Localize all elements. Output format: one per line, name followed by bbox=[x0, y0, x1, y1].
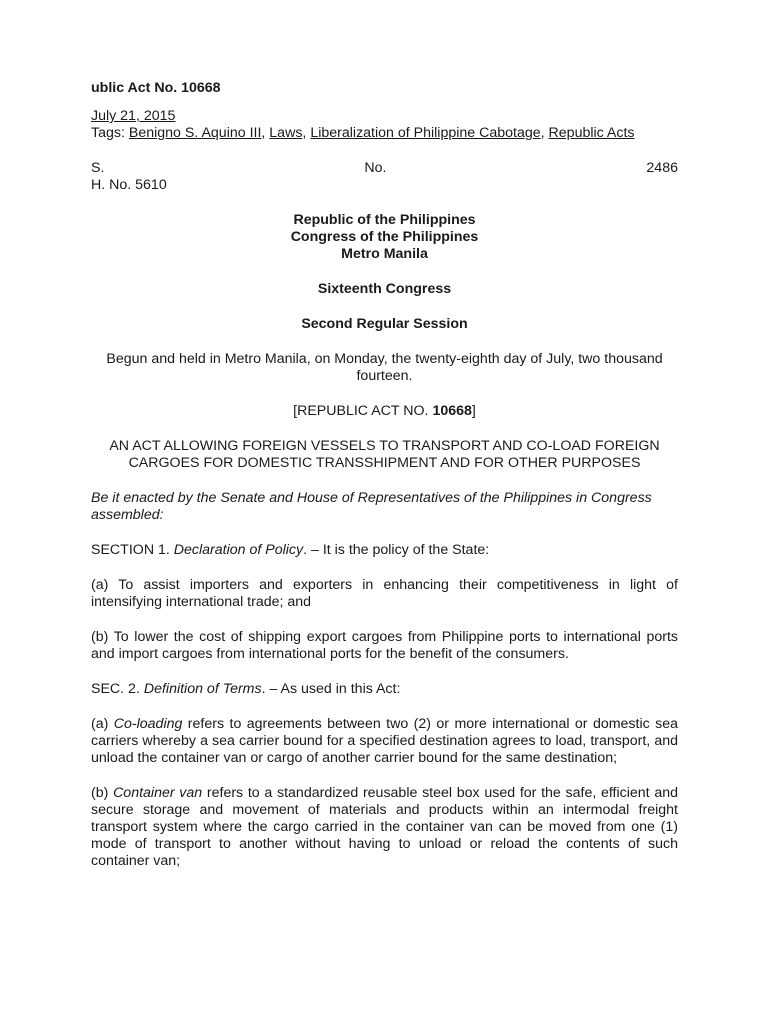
tag-link-republic-acts[interactable]: Republic Acts bbox=[548, 125, 635, 141]
section2-heading: SEC. 2. Definition of Terms. – As used in this Act: bbox=[91, 681, 401, 697]
section1-item-a: (a) To assist importers and exporters in enhancing their competitiveness in light of intensifying international trade; and bbox=[91, 577, 678, 610]
document-body bbox=[91, 80, 678, 870]
senate-bill-line bbox=[91, 160, 678, 177]
senate-prefix: S. bbox=[91, 160, 105, 176]
date-link[interactable]: July 21, 2015 bbox=[91, 108, 176, 124]
term-co-loading: Co-loading bbox=[113, 716, 183, 732]
document-title: ublic Act No. 10668 bbox=[91, 80, 221, 96]
publish-date bbox=[91, 108, 678, 125]
congress-number: Sixteenth Congress bbox=[317, 281, 452, 297]
header-location: Metro Manila bbox=[341, 246, 428, 262]
enacting-clause: Be it enacted by the Senate and House of Representatives of the Philippines in Congress assembled: bbox=[91, 490, 652, 523]
act-number-value: 10668 bbox=[432, 403, 472, 419]
section1-heading: SECTION 1. Declaration of Policy. – It is the policy of the State: bbox=[91, 542, 490, 558]
tags-line: Tags: Benigno S. Aquino III, Laws, Liberalization of Philippine Cabotage, Republic Acts bbox=[91, 125, 635, 141]
tags-label: Tags: bbox=[91, 125, 125, 141]
senate-no: 2486 bbox=[646, 160, 678, 176]
tag-link-laws[interactable]: Laws bbox=[269, 125, 303, 141]
house-bill-line: H. No. 5610 bbox=[91, 177, 167, 193]
term-container-van: Container van bbox=[113, 785, 203, 801]
begun-clause: Begun and held in Metro Manila, on Monday, the twenty-eighth day of July, two thousand fourteen. bbox=[106, 351, 663, 384]
tag-link-cabotage[interactable]: Liberalization of Philippine Cabotage bbox=[310, 125, 541, 141]
act-number: [REPUBLIC ACT NO. 10668] bbox=[293, 403, 476, 419]
header-republic: Republic of the Philippines bbox=[293, 212, 476, 228]
section2-item-b: (b) Container van refers to a standardized reusable steel box used for the safe, efficient and secure storage and movement of materials and products within an intermodal freight transport system where the cargo carried in the container van can be moved from one (1) mode of transport to another without having to unload or reload the contents of such container van; bbox=[91, 785, 678, 869]
act-title: AN ACT ALLOWING FOREIGN VESSELS TO TRANSPORT AND CO-LOAD FOREIGN CARGOES FOR DOMESTIC TRANSSHIPMENT AND FOR OTHER PURPOSES bbox=[109, 438, 660, 471]
header-congress: Congress of the Philippines bbox=[290, 229, 479, 245]
section2-item-a: (a) Co-loading refers to agreements between two (2) or more international or domestic sea carriers whereby a sea carrier bound for a specified destination agrees to load, transport, and unload the container van or cargo of another carrier bound for the same destination; bbox=[91, 716, 679, 766]
section1-item-b: (b) To lower the cost of shipping export cargoes from Philippine ports to international ports and import cargoes from international ports for the benefit of the consumers. bbox=[91, 629, 678, 662]
session-name: Second Regular Session bbox=[301, 316, 468, 332]
tag-link-aquino[interactable]: Benigno S. Aquino III bbox=[128, 125, 262, 141]
senate-no-label: No. bbox=[364, 160, 387, 176]
